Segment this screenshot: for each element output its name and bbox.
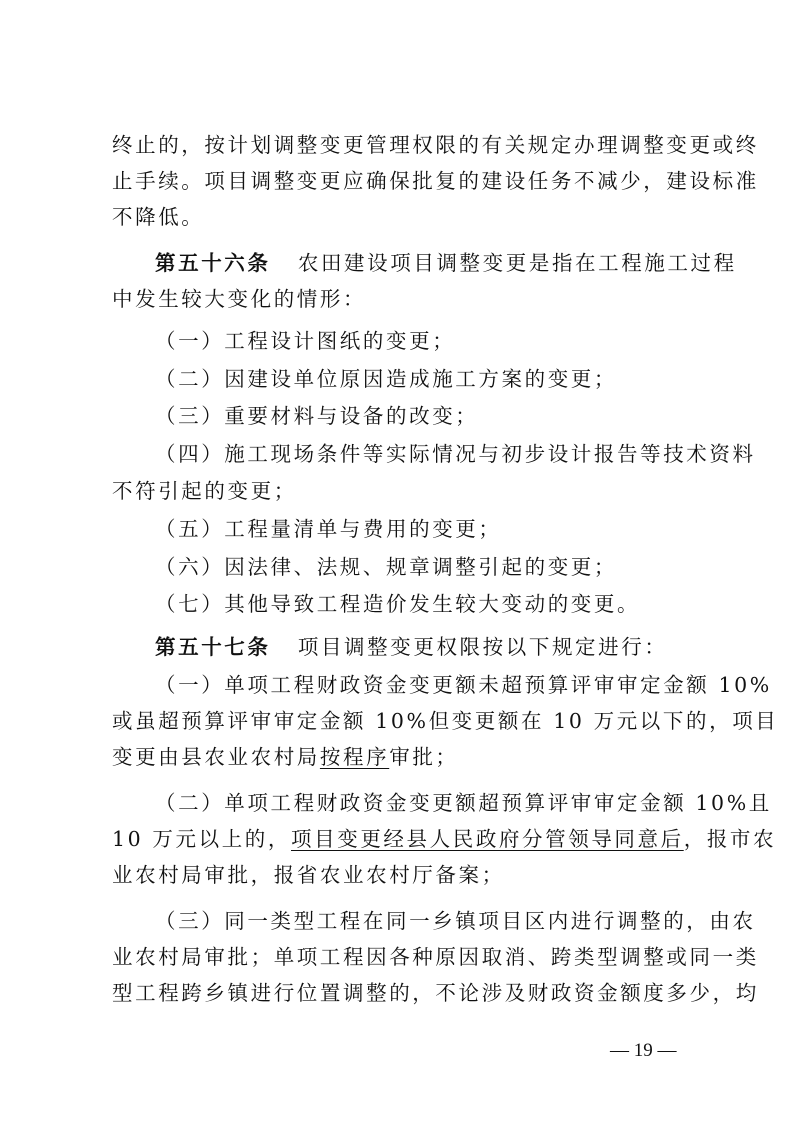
body-text: 项目调整变更权限按以下规定进行： <box>297 635 668 659</box>
article-57-first-line <box>155 633 667 661</box>
underlined-text: 按程序 <box>319 745 390 769</box>
list-item: （一）单项工程财政资金变更额未超预算评审审定金额 10% <box>155 673 772 697</box>
list-item-continued: 业农村局审批；单项工程因各种原因取消、跨类型调整或同一类 <box>112 945 759 969</box>
list-item-continued: 型工程跨乡镇进行位置调整的，不论涉及财政资金额度多少，均 <box>112 981 759 1005</box>
list-item: （六）因法律、法规、规章调整引起的变更； <box>155 555 617 579</box>
article-56-first-line <box>155 249 737 277</box>
list-item: （四）施工现场条件等实际情况与初步设计报告等技术资料 <box>155 442 756 466</box>
body-text: ，报市农 <box>683 827 777 851</box>
body-text: 变更由县农业农村局 <box>112 745 320 769</box>
list-item-continued: 或虽超预算评审审定金额 10%但变更额在 10 万元以下的，项目 <box>112 709 779 733</box>
list-item: （五）工程量清单与费用的变更； <box>155 517 502 541</box>
list-item: （三）重要材料与设备的改变； <box>155 404 479 428</box>
list-item: （二）因建设单位原因造成施工方案的变更； <box>155 367 617 391</box>
list-item: （二）单项工程财政资金变更额超预算评审审定金额 10%且 <box>155 791 772 815</box>
body-text-line: 终止的，按计划调整变更管理权限的有关规定办理调整变更或终 <box>112 133 759 157</box>
body-text-line: 不降低。 <box>112 205 205 229</box>
body-text: 10 万元以上的， <box>112 827 292 851</box>
page-number: — 19 — <box>610 1040 677 1061</box>
body-text: 农田建设项目调整变更是指在工程施工过程 <box>297 251 737 275</box>
article-heading: 第五十六条 <box>155 251 271 275</box>
list-item-continued <box>112 743 459 771</box>
list-item-continued: 业农村局审批，报省农业农村厅备案； <box>112 863 505 887</box>
list-item-continued <box>112 825 776 853</box>
list-item-continued: 不符引起的变更； <box>112 479 297 503</box>
body-text: 审批； <box>389 745 459 769</box>
body-text-line: 止手续。项目调整变更应确保批复的建设任务不减少，建设标准 <box>112 169 759 193</box>
article-heading: 第五十七条 <box>155 635 271 659</box>
list-item: （一）工程设计图纸的变更； <box>155 329 456 353</box>
list-item: （三）同一类型工程在同一乡镇项目区内进行调整的，由农 <box>155 909 756 933</box>
underlined-text: 项目变更经县人民政府分管领导同意后 <box>291 827 684 851</box>
body-text-line: 中发生较大变化的情形： <box>112 287 367 311</box>
list-item: （七）其他导致工程造价发生较大变动的变更。 <box>155 592 641 616</box>
